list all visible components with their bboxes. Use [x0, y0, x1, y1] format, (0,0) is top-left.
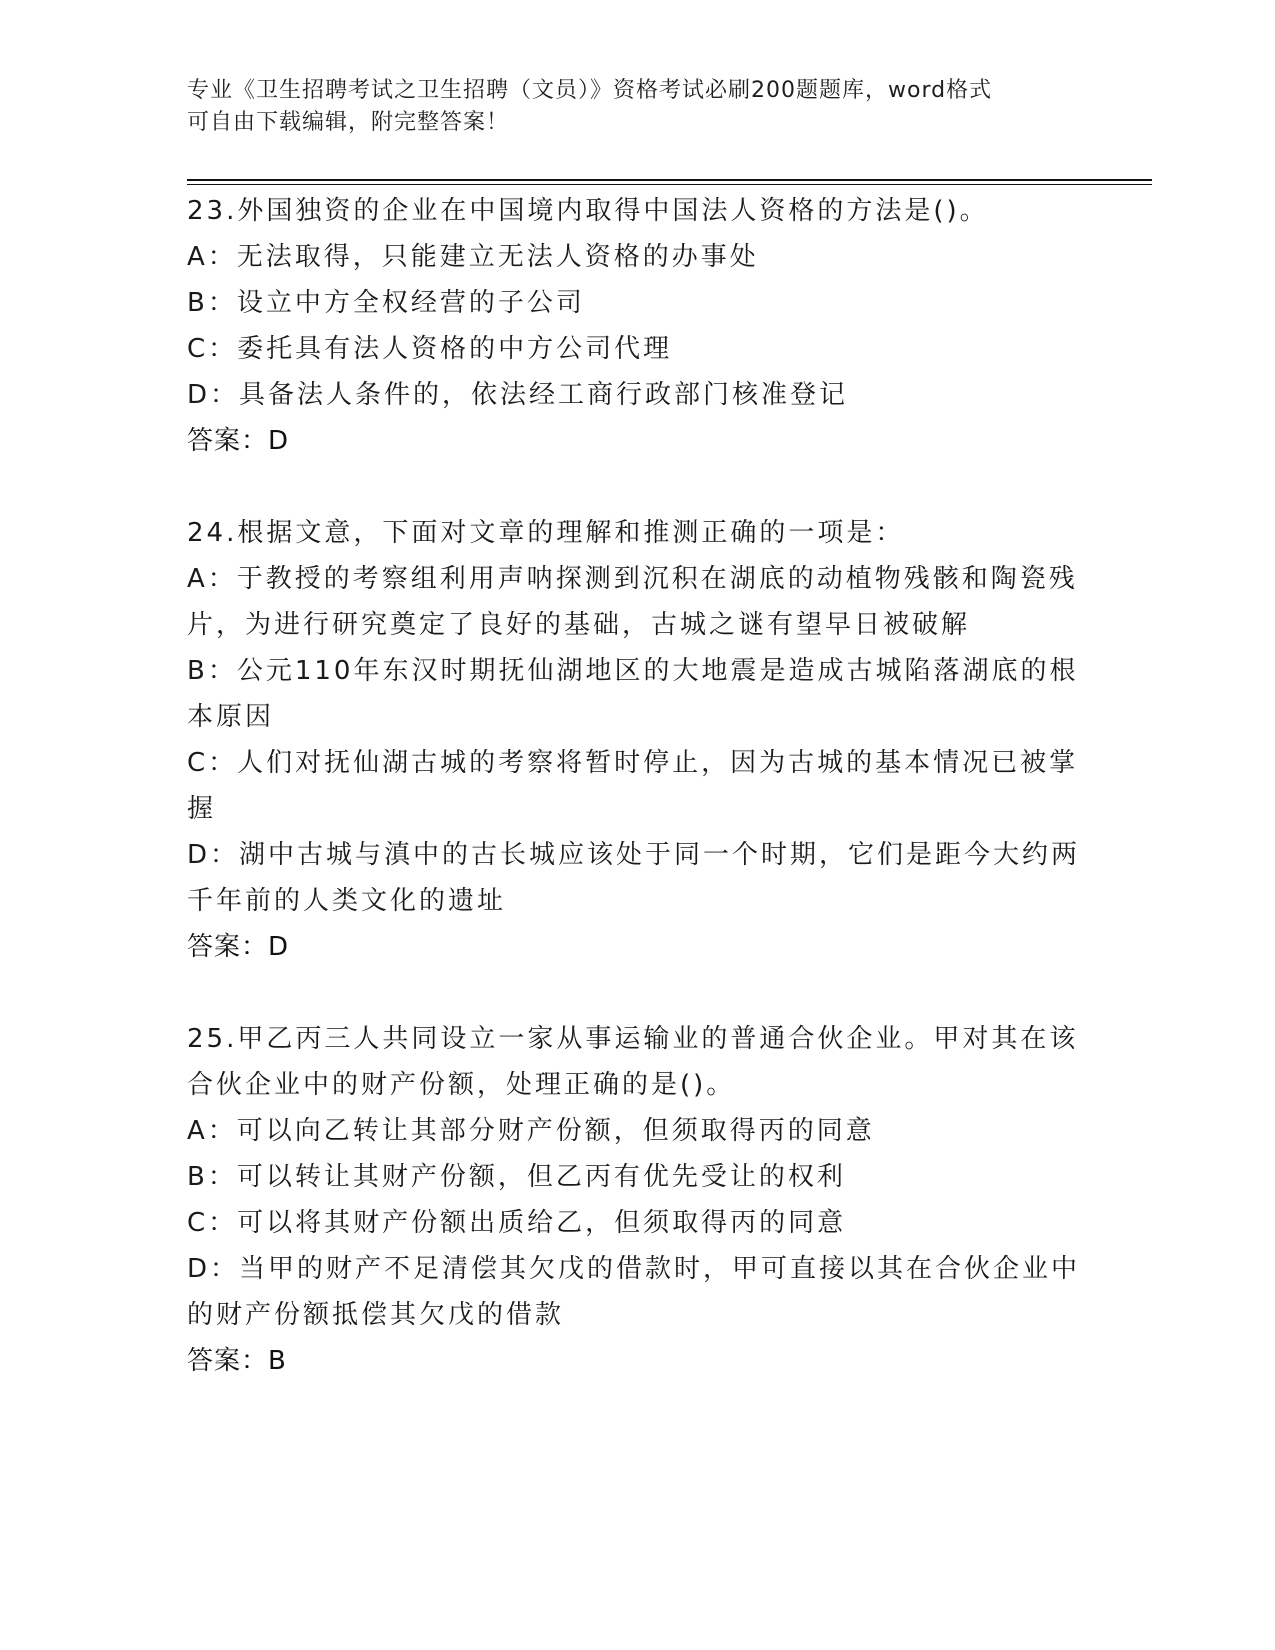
header-rule-thin [187, 184, 1152, 185]
header-line-2: 可自由下载编辑，附完整答案！ [187, 110, 510, 135]
option-c: C：委托具有法人资格的中方公司代理 [187, 334, 673, 364]
page-header [187, 75, 1087, 139]
option-c: C：人们对抚仙湖古城的考察将暂时停止，因为古城的基本情况已被掌握 [187, 748, 1079, 824]
option-d: D：具备法人条件的，依法经工商行政部门核准登记 [187, 380, 849, 410]
option-b: B：公元110年东汉时期抚仙湖地区的大地震是造成古城陷落湖底的根本原因 [187, 656, 1079, 732]
question-24 [187, 510, 1087, 970]
option-a: A：于教授的考察组利用声呐探测到沉积在湖底的动植物残骸和陶瓷残片，为进行研究奠定了良好的基础，古城之谜有望早日被破解 [187, 564, 1078, 640]
question-stem: 23.外国独资的企业在中国境内取得中国法人资格的方法是()。 [187, 196, 989, 226]
header-rule-thick [187, 179, 1152, 181]
question-stem: 24.根据文意，下面对文章的理解和推测正确的一项是： [187, 518, 905, 548]
question-stem: 25.甲乙丙三人共同设立一家从事运输业的普通合伙企业。甲对其在该合伙企业中的财产份额，处理正确的是()。 [187, 1024, 1079, 1100]
option-d: D：湖中古城与滇中的古长城应该处于同一个时期，它们是距今大约两千年前的人类文化的遗址 [187, 840, 1081, 916]
answer-line: 答案：D [187, 932, 290, 962]
option-d: D：当甲的财产不足清偿其欠戊的借款时，甲可直接以其在合伙企业中的财产份额抵偿其欠戊的借款 [187, 1254, 1081, 1330]
answer-line: 答案：B [187, 1346, 287, 1376]
question-25 [187, 1016, 1087, 1384]
option-b: B：设立中方全权经营的子公司 [187, 288, 585, 318]
option-b: B：可以转让其财产份额，但乙丙有优先受让的权利 [187, 1162, 846, 1192]
option-c: C：可以将其财产份额出质给乙，但须取得丙的同意 [187, 1208, 847, 1238]
question-list [187, 188, 1087, 1384]
answer-line: 答案：D [187, 426, 290, 456]
option-a: A：可以向乙转让其部分财产份额，但须取得丙的同意 [187, 1116, 875, 1146]
header-line-1: 专业《卫生招聘考试之卫生招聘（文员）》资格考试必刷200题题库，word格式 [187, 78, 993, 103]
question-23 [187, 188, 1087, 464]
option-a: A：无法取得，只能建立无法人资格的办事处 [187, 242, 759, 272]
